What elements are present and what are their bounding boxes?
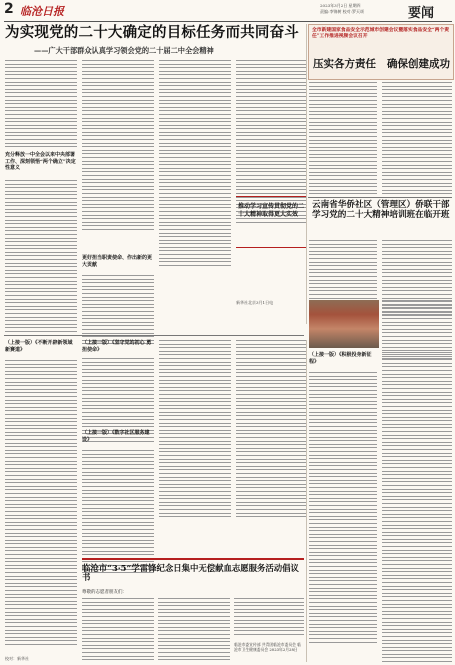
right-bottom-kicker: （上接一版）《积极投身新征程》 (309, 352, 372, 365)
right-top-kicker: 全市新建国家食品安全示范城市创建会议暨落实食品安全“两个责任”工作推进视频会议召开 (312, 27, 450, 39)
column-divider (306, 24, 307, 324)
pull-quote (236, 196, 306, 248)
right-top-column-2 (382, 82, 452, 197)
left-bottom-section-a: （上接一版）《坚守党的初心 勇担使命》 (82, 340, 152, 353)
lead-subhead-1: 充分释放一中全会以来中央部署工作、深刻领悟“两个确立”决定性意义 (5, 152, 76, 171)
pull-quote-text: 推动学习宣传贯彻党的二十大精神取得更大实效 (238, 203, 305, 218)
left-bottom-column-4 (236, 340, 306, 520)
right-top-headline-left: 压实各方责任 (313, 58, 376, 70)
right-top-column-1 (309, 82, 377, 197)
right-bottom-column-2 (382, 352, 452, 665)
lead-subheadline: ——广大干部群众认真学习领会党的二十届二中全会精神 (34, 46, 214, 55)
left-bottom-column-2b (82, 450, 154, 576)
lead-column-1b (5, 180, 77, 338)
lead-column-1 (5, 60, 77, 150)
lead-subhead-2: 更好担当职责使命、作出新的更大贡献 (82, 255, 153, 268)
page-number: 2 (4, 1, 14, 17)
bottom-feature-column-1 (82, 598, 154, 663)
dateline: 2023年3月2日 星期四 (320, 3, 361, 8)
bottom-feature-intro: 尊敬的志愿者朋友们： (82, 590, 127, 595)
right-mid-headline: 云南省华侨社区（管理区）侨联干部学习党的二十大精神培训班在临开班 (312, 200, 450, 220)
right-top-box (308, 24, 454, 80)
right-bottom-column-1 (309, 372, 377, 645)
paper-name: 临沧日报 (20, 5, 64, 18)
bottom-feature (82, 558, 304, 664)
lead-note: 新华社北京3月1日电 (236, 300, 274, 305)
editor-line: 责编:李锦树 校对:罗天颂 (320, 9, 364, 14)
news-photo (309, 300, 379, 348)
right-top-headline-right: 确保创建成功 (387, 58, 450, 70)
left-bottom-section-b: （上接一版）《数字社区服务建设》 (82, 430, 150, 443)
left-bottom-column-1 (5, 360, 77, 648)
right-section-rule (308, 197, 452, 198)
bottom-feature-column-3 (234, 598, 304, 638)
lead-column-3 (159, 60, 231, 268)
mid-page-rule (4, 335, 304, 336)
bottom-feature-headline: 临沧市“3·5”学雷锋纪念日集中无偿献血志愿服务活动倡议书 (82, 563, 299, 583)
lead-column-2b (82, 275, 154, 347)
footer-credit: 校对：新华社 (5, 656, 29, 661)
masthead (0, 0, 455, 20)
bottom-feature-column-2 (158, 598, 230, 663)
section-label: 要闻 (408, 6, 435, 21)
masthead-rule (4, 21, 452, 22)
left-bottom-kicker: （上接一版）《不断开辟新领域新赛道》 (5, 340, 73, 353)
bottom-feature-signoff: 临沧市委宣传部 共青团临沧市委员会 临沧市卫生健康委员会 2023年2月28日 (234, 642, 301, 652)
column-divider-lower (306, 340, 307, 662)
lead-column-2 (82, 60, 154, 233)
left-bottom-column-3 (159, 340, 231, 520)
lead-headline: 为实现党的二十大确定的目标任务而共同奋斗 (5, 24, 299, 41)
